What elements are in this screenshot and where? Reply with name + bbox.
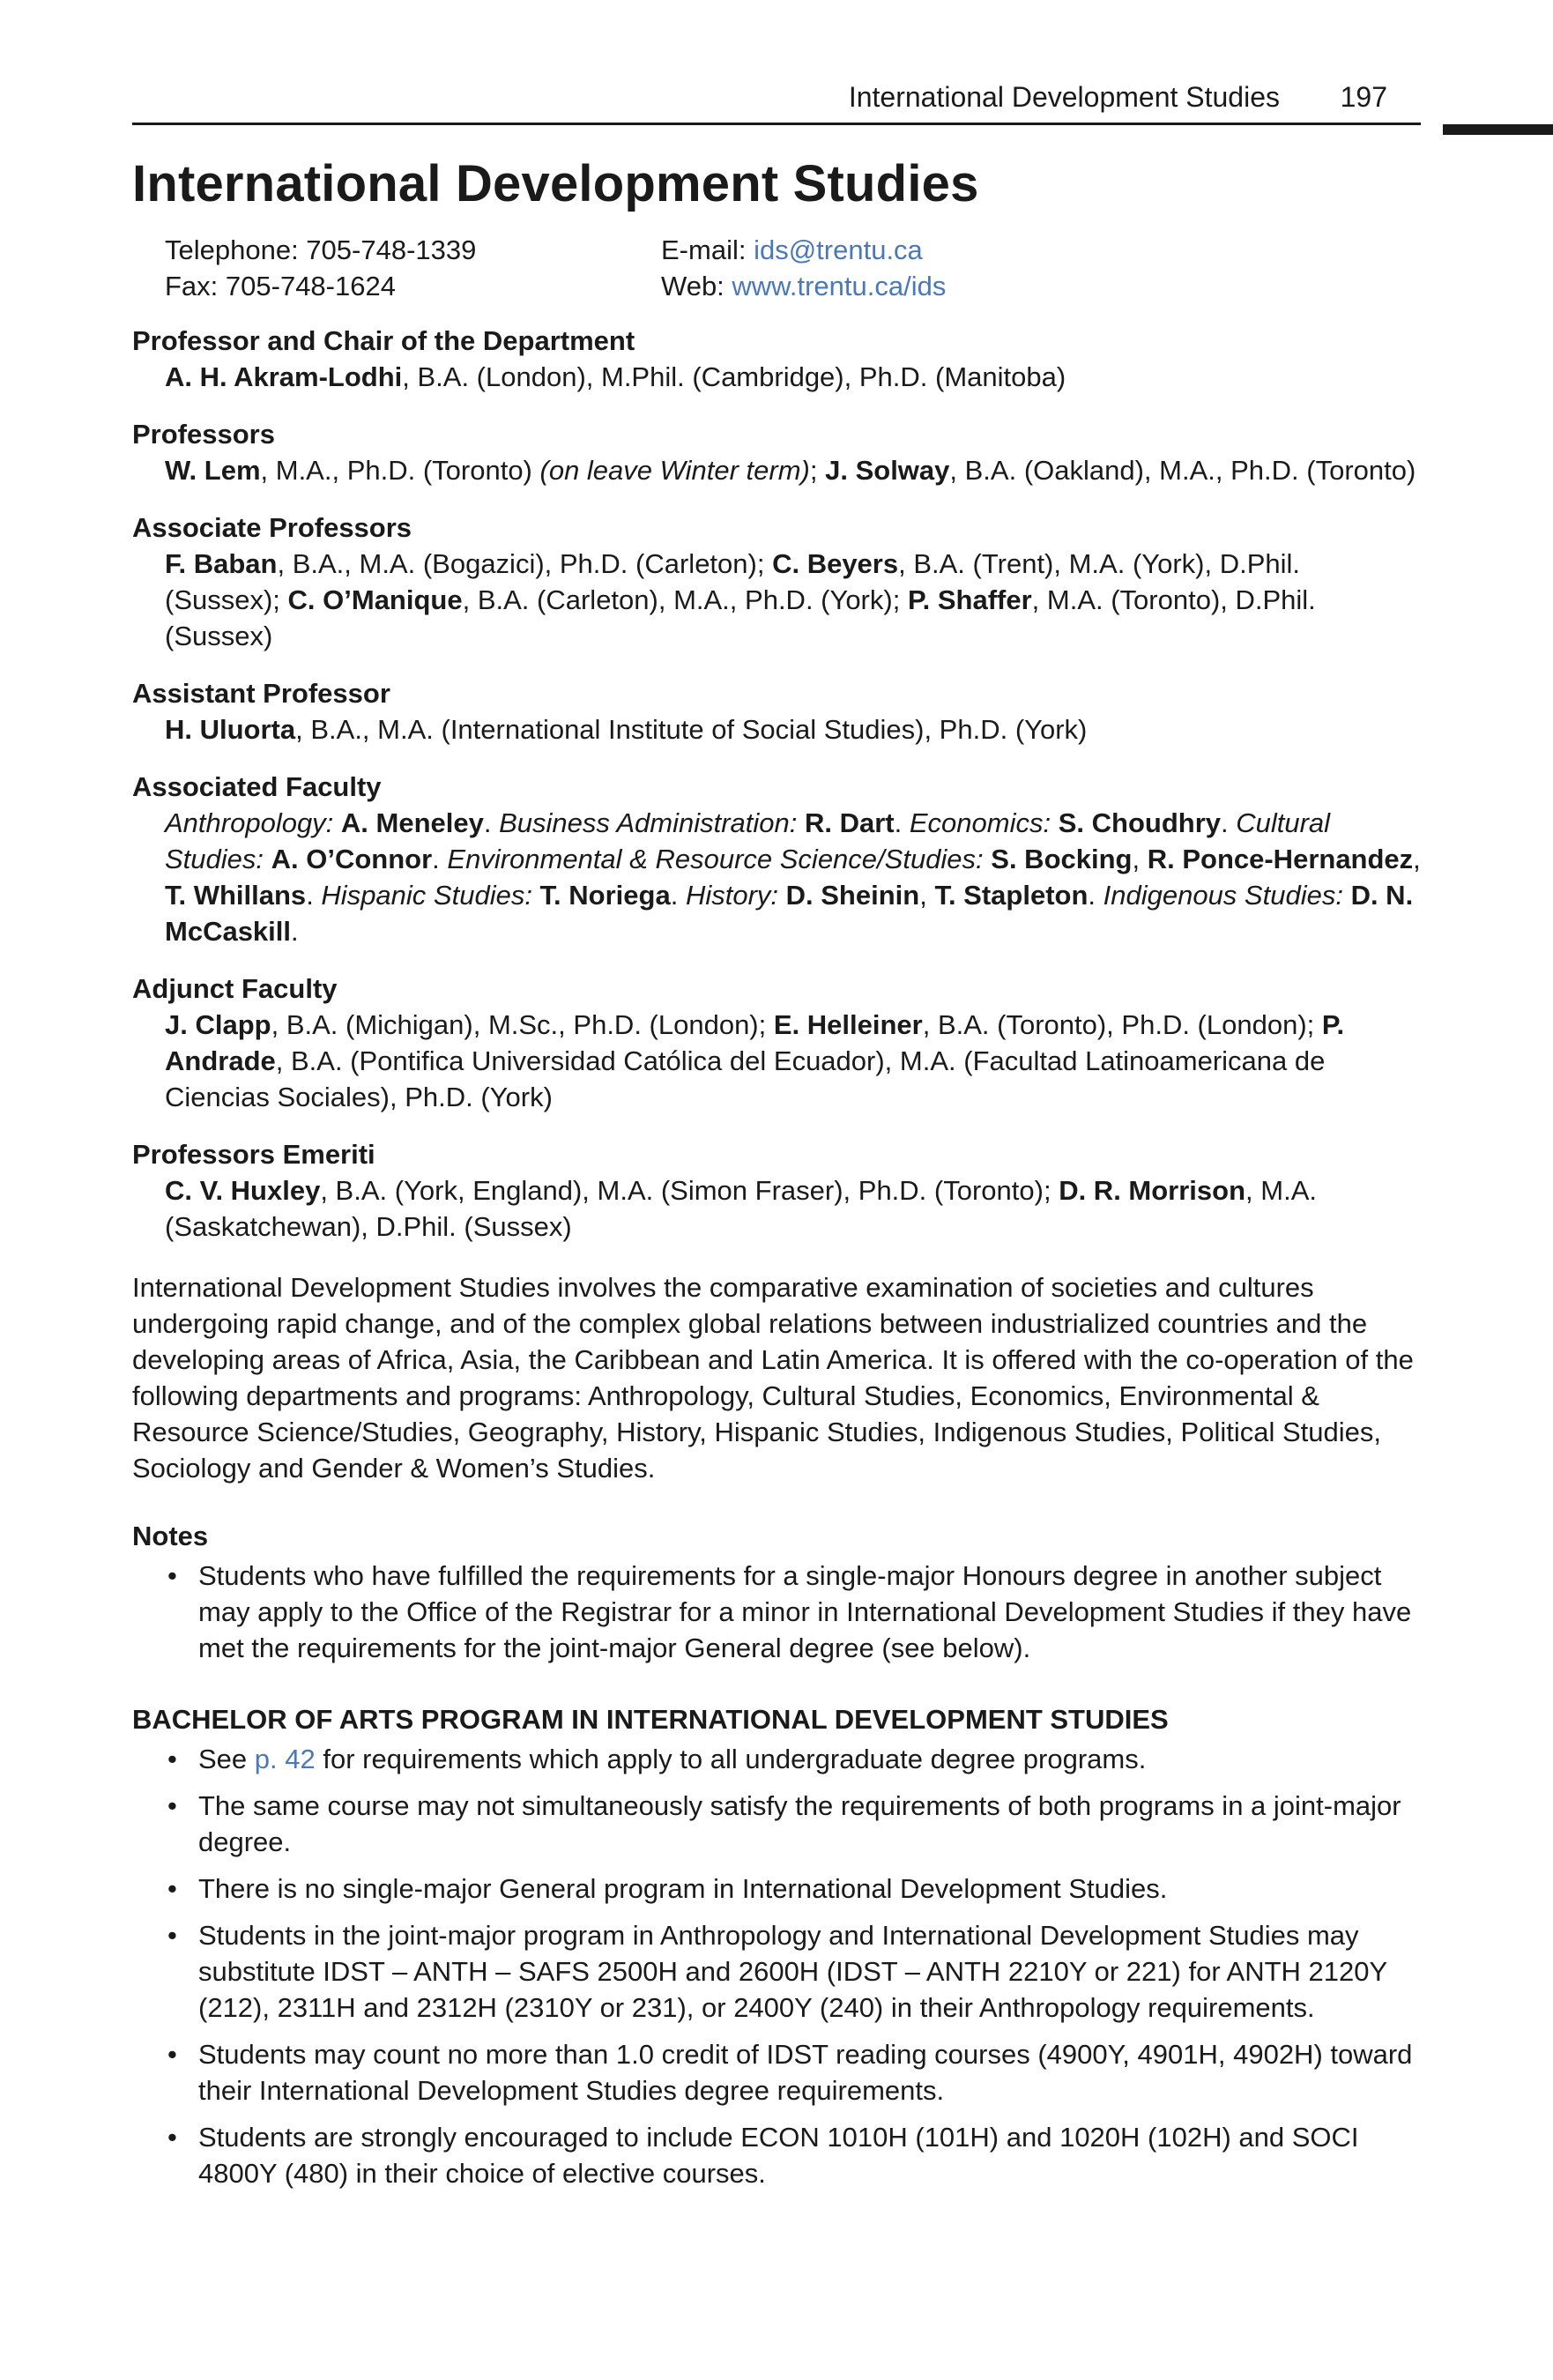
page-number: 197 [1340, 81, 1387, 113]
faculty-details: , B.A. (Toronto), Ph.D. (London); [922, 1009, 1322, 1040]
faculty-name: S. Choudhry [1058, 807, 1221, 838]
faculty-details: , B.A., M.A. (International Institute of Social Studies), Ph.D. (York) [295, 714, 1088, 745]
faculty-name: E. Helleiner [773, 1009, 923, 1040]
running-header [132, 79, 1421, 125]
program-heading: BACHELOR OF ARTS PROGRAM IN INTERNATIONAL DEVELOPMENT STUDIES [132, 1704, 1169, 1735]
faculty-details: , B.A. (Trent), M.A. (York), D.Phil. (Sussex); [165, 548, 1301, 615]
faculty-name: P. Shaffer [907, 584, 1032, 615]
faculty-name: A. O’Connor [271, 844, 433, 874]
list-item-text: Students are strongly encouraged to include ECON 1010H (101H) and 1020H (102H) and SOCI 4800Y (480) in their choice of elective courses. [198, 2122, 1359, 2189]
web-label: Web: [661, 271, 732, 301]
running-header-title: International Development Studies [848, 81, 1280, 113]
section-heading-adjunct: Adjunct Faculty [132, 973, 338, 1004]
section-body-associated [165, 805, 1421, 949]
faculty-name: W. Lem [165, 455, 261, 486]
separator: . [483, 807, 500, 838]
department-label: History: [685, 880, 786, 911]
section-heading-chair: Professor and Chair of the Department [132, 325, 635, 356]
email-line [661, 232, 946, 268]
faculty-name: P. Andrade [165, 1009, 1345, 1076]
department-label: Environmental & Resource Science/Studies: [447, 844, 992, 874]
section-heading-associate: Associate Professors [132, 512, 412, 543]
separator: , [919, 880, 935, 911]
department-label: Anthropology: [165, 807, 341, 838]
faculty-name: C. O’Manique [287, 584, 463, 615]
section-body-chair [165, 359, 1421, 395]
page-title: International Development Studies [132, 155, 979, 212]
notes-heading: Notes [132, 1521, 209, 1551]
web-link[interactable]: www.trentu.ca/ids [732, 271, 947, 301]
separator: . [291, 916, 299, 947]
list-item-text: Students may count no more than 1.0 credit of IDST reading courses (4900Y, 4901H, 4902H) toward their International Development Studies degree requirements. [198, 2039, 1413, 2106]
list-item-text: Students who have fulfilled the requirements for a single-major Honours degree in another subject may apply to the Office of the Registrar for a minor in International Development Studies if they have met the requirements for the joint-major General degree (see below). [198, 1560, 1412, 1663]
section-body-professors [165, 452, 1421, 488]
faculty-details: , B.A. (Pontifica Universidad Católica del Ecuador), M.A. (Facultad Latinoamericana de Ciencias Sociales), Ph.D. (York) [165, 1045, 1326, 1112]
section-body-associate [165, 546, 1421, 654]
section-heading-assistant: Assistant Professor [132, 678, 390, 709]
main-content [132, 323, 1421, 2202]
bullet-icon: • [167, 1560, 177, 1591]
fax: Fax: 705-748-1624 [165, 271, 396, 301]
faculty-details: , M.A. (Toronto), D.Phil. (Sussex) [165, 584, 1316, 651]
section-body-assistant [165, 711, 1421, 747]
faculty-name: J. Clapp [165, 1009, 271, 1040]
bullet-icon: • [167, 2122, 177, 2153]
department-label: Economics: [909, 807, 1059, 838]
leave-note: (on leave Winter term) [539, 455, 810, 486]
faculty-name: D. N. McCaskill [165, 880, 1414, 947]
section-heading-professors: Professors [132, 419, 275, 450]
list-item-text-post: for requirements which apply to all undergraduate degree programs. [315, 1744, 1147, 1774]
department-label: Business Administration: [499, 807, 805, 838]
header-accent-bar [1443, 124, 1553, 135]
faculty-name: T. Noriega [539, 880, 671, 911]
faculty-details: , B.A. (Michigan), M.Sc., Ph.D. (London); [271, 1009, 774, 1040]
contact-online-block [661, 232, 946, 304]
faculty-name: T. Whillans [165, 880, 307, 911]
faculty-name: D. R. Morrison [1059, 1175, 1246, 1206]
faculty-name: T. Stapleton [934, 880, 1089, 911]
faculty-name: R. Ponce-Hernandez [1147, 844, 1414, 874]
department-label: Hispanic Studies: [321, 880, 540, 911]
list-item-text-pre: See [198, 1744, 255, 1774]
program-requirements-list [132, 1741, 1421, 2191]
page-reference-link[interactable]: p. 42 [254, 1744, 316, 1774]
faculty-name: A. H. Akram-Lodhi [165, 361, 403, 392]
separator: ; [809, 455, 826, 486]
faculty-name: C. V. Huxley [165, 1175, 321, 1206]
section-heading-emeriti: Professors Emeriti [132, 1139, 375, 1170]
faculty-name: A. Meneley [340, 807, 484, 838]
list-item [132, 2036, 1421, 2109]
list-item [132, 1788, 1421, 1860]
faculty-details: , M.A. (Saskatchewan), D.Phil. (Sussex) [165, 1175, 1317, 1242]
faculty-details: , B.A. (York, England), M.A. (Simon Fraser), Ph.D. (Toronto); [320, 1175, 1059, 1206]
separator: . [1221, 807, 1237, 838]
email-link[interactable]: ids@trentu.ca [754, 234, 923, 265]
separator: , [1413, 844, 1421, 874]
section-body-emeriti [165, 1172, 1421, 1245]
separator: . [306, 880, 322, 911]
email-label: E-mail: [661, 234, 754, 265]
web-line [661, 268, 946, 304]
faculty-name: H. Uluorta [165, 714, 296, 745]
bullet-icon: • [167, 1920, 177, 1951]
separator: . [1088, 880, 1103, 911]
faculty-name: J. Solway [825, 455, 950, 486]
faculty-details: , M.A., Ph.D. (Toronto) [260, 455, 540, 486]
list-item [132, 1558, 1421, 1666]
faculty-details: , B.A., M.A. (Bogazici), Ph.D. (Carleton); [277, 548, 773, 579]
contact-phone-block [165, 232, 476, 304]
list-item [132, 1741, 1421, 1777]
list-item [132, 2119, 1421, 2191]
bullet-icon: • [167, 2039, 177, 2070]
separator: . [670, 880, 686, 911]
faculty-name: C. Beyers [772, 548, 899, 579]
faculty-name: F. Baban [165, 548, 278, 579]
telephone: Telephone: 705-748-1339 [165, 234, 477, 265]
section-body-adjunct [165, 1007, 1421, 1115]
separator: . [894, 807, 910, 838]
bullet-icon: • [167, 1873, 177, 1904]
list-item-text: Students in the joint-major program in Anthropology and International Development Studies may substitute IDST – ANTH – SAFS 2500H and 2600H (IDST – ANTH 2210Y or 221) for ANTH 2120Y (212), 2311H and 2312H (2310Y or 231), or 2400Y (240) in their Anthropology requirements. [198, 1920, 1387, 2023]
faculty-name: R. Dart [805, 807, 895, 838]
faculty-name: D. Sheinin [785, 880, 920, 911]
department-label: Cultural Studies: [165, 807, 1331, 874]
section-heading-associated: Associated Faculty [132, 771, 382, 802]
list-item [132, 1917, 1421, 2026]
bullet-icon: • [167, 1790, 177, 1821]
separator: . [432, 844, 448, 874]
list-item-text: The same course may not simultaneously satisfy the requirements of both programs in a joint-major degree. [198, 1790, 1401, 1857]
notes-list [132, 1558, 1421, 1666]
faculty-details: , B.A. (London), M.Phil. (Cambridge), Ph.D. (Manitoba) [402, 361, 1066, 392]
department-label: Indigenous Studies: [1103, 880, 1351, 911]
list-item-text: There is no single-major General program in International Development Studies. [198, 1873, 1168, 1904]
faculty-details: , B.A. (Carleton), M.A., Ph.D. (York); [462, 584, 908, 615]
intro-paragraph: International Development Studies involves the comparative examination of societies and cultures undergoing rapid change, and of the complex global relations between industrialized countries and the developing areas of Africa, Asia, the Caribbean and Latin America. It is offered with the co-operation of the following departments and programs: Anthropology, Cultural Studies, Economics, Environmental & Resource Science/Studies, Geography, History, Hispanic Studies, Indigenous Studies, Political Studies, Sociology and Gender & Women’s Studies. [132, 1272, 1414, 1484]
separator: , [1132, 844, 1148, 874]
bullet-icon: • [167, 1744, 177, 1774]
faculty-details: , B.A. (Oakland), M.A., Ph.D. (Toronto) [949, 455, 1416, 486]
faculty-name: S. Bocking [991, 844, 1133, 874]
list-item [132, 1871, 1421, 1907]
